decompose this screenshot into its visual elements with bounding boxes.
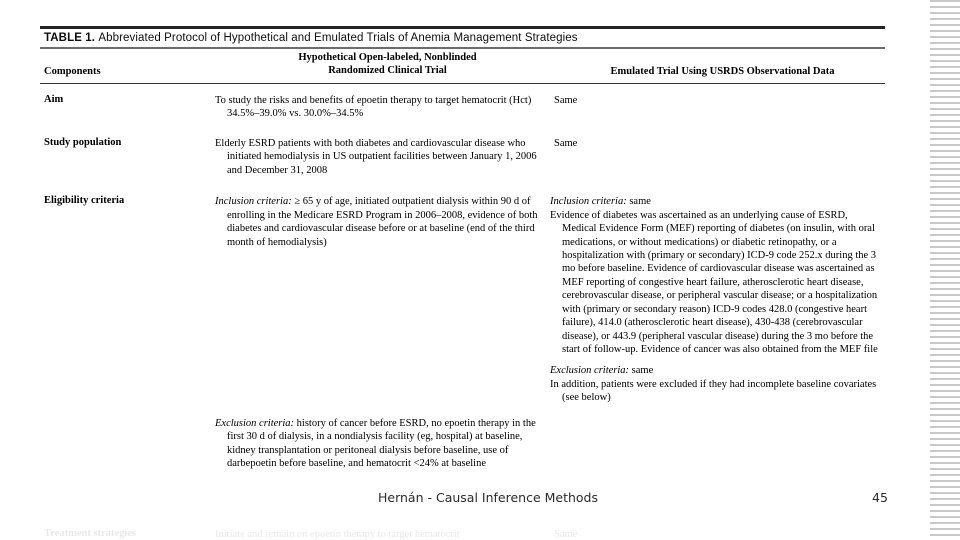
table-column-header-row bbox=[40, 49, 885, 83]
row-label-eligibility-criteria: Eligibility criteria bbox=[44, 195, 125, 207]
row-aim-emulated: Same bbox=[554, 95, 578, 106]
emulated-exclusion-criteria-heading: Exclusion criteria: bbox=[550, 365, 630, 377]
inclusion-criteria-heading: Inclusion criteria: bbox=[215, 196, 292, 208]
row-study-population-hypothetical: Elderly ESRD patients with both diabetes and cardiovascular disease who initiated hemodialysis in US outpatient facilities between January 1, 2006 and December 31, 2008 bbox=[215, 137, 537, 176]
emulated-inclusion-criteria-same bbox=[550, 195, 883, 208]
row-label-aim: Aim bbox=[44, 94, 64, 105]
column-header-hypothetical-line1: Hypothetical Open-labeled, Nonblinded bbox=[298, 52, 477, 63]
row-study-population-emulated: Same bbox=[554, 137, 578, 149]
column-header-components: Components bbox=[44, 66, 101, 77]
row-eligibility-hypothetical bbox=[215, 191, 550, 491]
table-caption bbox=[40, 29, 885, 47]
emulated-inclusion-criteria-same-value: same bbox=[626, 196, 651, 208]
slide-footer bbox=[0, 490, 930, 512]
hypothetical-exclusion-criteria bbox=[215, 417, 546, 471]
clipped-next-table-row bbox=[40, 528, 885, 540]
clipped-row-label: Treatment strategies bbox=[44, 528, 137, 539]
clipped-row-hypothetical: Initiate and remain on epoetin therapy to target hematocrit bbox=[215, 529, 460, 540]
table-label: TABLE 1. bbox=[44, 32, 96, 44]
exclusion-criteria-heading: Exclusion criteria: bbox=[215, 417, 295, 429]
emulated-inclusion-criteria-heading: Inclusion criteria: bbox=[550, 196, 627, 208]
emulated-exclusion-criteria-same bbox=[550, 364, 883, 377]
emulated-exclusion-criteria-body: In addition, patients were excluded if they had incomplete baseline covariates (see below) bbox=[550, 378, 877, 404]
column-header-hypothetical-line2: Randomized Clinical Trial bbox=[328, 65, 447, 77]
footer-page-number: 45 bbox=[872, 490, 888, 505]
column-header-hypothetical bbox=[225, 51, 550, 77]
table-row bbox=[40, 191, 885, 491]
emulated-exclusion-criteria-same-value: same bbox=[629, 365, 654, 377]
row-eligibility-emulated bbox=[550, 191, 885, 491]
row-label-study-population: Study population bbox=[44, 136, 122, 148]
slide-edge-stripe-decoration bbox=[930, 0, 960, 540]
clipped-row-emulated: Same bbox=[554, 529, 578, 540]
hypothetical-inclusion-criteria bbox=[215, 195, 546, 249]
table-row bbox=[40, 133, 885, 177]
footer-presentation-title: Hernán - Causal Inference Methods bbox=[378, 490, 599, 505]
table-row bbox=[40, 90, 885, 121]
table-1-figure bbox=[40, 26, 885, 491]
emulated-inclusion-criteria-body: Evidence of diabetes was ascertained as an underlying cause of ESRD, Medical Evidence Form (MEF) reporting of diabetes (on insulin, with oral medications, or without medications) or diabetic retinopathy, or a hospitalization with (primary or secondary) ICD-9 code 252.x during the 3 mo before baseline. Evidence of cardiovascular disease was ascertained as MEF reporting of congestive heart failure, atherosclerotic heart disease, cerebrovascular disease, or peripheral vascular disease; or a hospitalization with (primary or secondary reason) ICD-9 codes 428.0 (congestive heart failure), 414.0 (atherosclerotic heart disease), 430-438 (cerebrovascular disease), or 443.9 (peripheral vascular disease) during the 3 mo before the start of follow-up. Evidence of cancer was also obtained from the MEF file bbox=[550, 209, 878, 355]
exclusion-criteria-body: history of cancer before ESRD, no epoetin therapy in the first 30 d of dialysis, in a nondialysis facility (eg, hospital) at baseline, kidney transplantation or peritoneal dialysis before baseline, use of darbepoetin before baseline, and hematocrit <24% at baseline bbox=[227, 417, 536, 470]
row-aim-hypothetical: To study the risks and benefits of epoetin therapy to target hematocrit (Hct) 34.5%–39.0% vs. 30.0%–34.5% bbox=[215, 95, 532, 120]
inclusion-criteria-body: ≥ 65 y of age, initiated outpatient dialysis within 90 d of enrolling in the Medicare ESRD Program in 2006–2008, evidence of both diabetes and cardiovascular disease before or at baseline (end of the third month of hemodialysis) bbox=[227, 196, 538, 248]
column-header-emulated: Emulated Trial Using USRDS Observational Data bbox=[610, 66, 835, 77]
table-header-bottom-rule bbox=[40, 83, 885, 84]
table-caption-text: Abbreviated Protocol of Hypothetical and Emulated Trials of Anemia Management Strategies bbox=[98, 32, 578, 44]
